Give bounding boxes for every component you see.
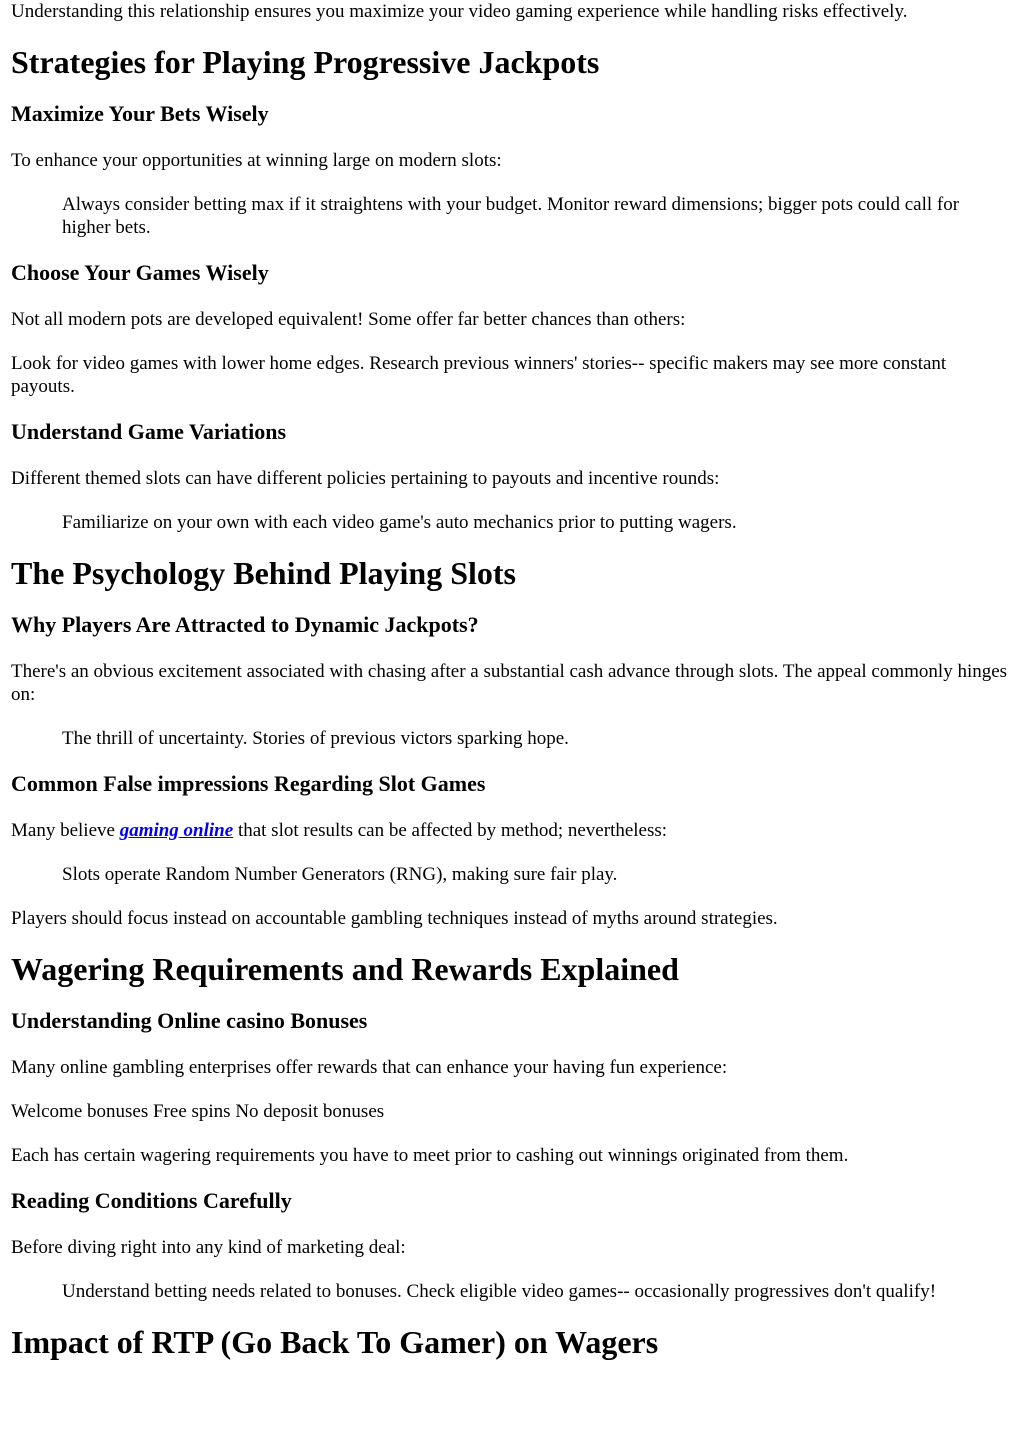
blockquote: Understand betting needs related to bonuses. Check eligible video games-- occasionally progressives don't qualify! bbox=[62, 1281, 937, 1302]
paragraph: There's an obvious excitement associated with chasing after a substantial cash advance through slots. The appeal commonly hinges on: bbox=[11, 661, 1008, 705]
subheading-dynamic-jackpots: Why Players Are Attracted to Dynamic Jackpots? bbox=[11, 612, 479, 637]
subheading-choose-games: Choose Your Games Wisely bbox=[11, 260, 269, 285]
subheading-false-impressions: Common False impressions Regarding Slot Games bbox=[11, 771, 486, 796]
intro-paragraph: Understanding this relationship ensures you maximize your video gaming experience while handling risks effectively. bbox=[11, 1, 908, 22]
section-heading-wagering: Wagering Requirements and Rewards Explained bbox=[11, 951, 679, 987]
paragraph: Look for video games with lower home edges. Research previous winners' stories-- specific makers may see more constant payouts. bbox=[11, 353, 947, 397]
subheading-casino-bonuses: Understanding Online casino Bonuses bbox=[11, 1008, 368, 1033]
paragraph: Many online gambling enterprises offer rewards that can enhance your having fun experience: bbox=[11, 1057, 728, 1078]
subheading-reading-conditions: Reading Conditions Carefully bbox=[11, 1188, 292, 1213]
paragraph-with-link bbox=[11, 819, 1012, 842]
text-span: Many believe bbox=[11, 820, 120, 841]
paragraph: Not all modern pots are developed equivalent! Some offer far better chances than others: bbox=[11, 309, 686, 330]
paragraph: To enhance your opportunities at winning large on modern slots: bbox=[11, 150, 502, 171]
section-heading-psychology: The Psychology Behind Playing Slots bbox=[11, 555, 516, 591]
paragraph: Each has certain wagering requirements you have to meet prior to cashing out winnings originated from them. bbox=[11, 1145, 849, 1166]
text-span: that slot results can be affected by method; nevertheless: bbox=[233, 820, 668, 841]
subheading-maximize-bets: Maximize Your Bets Wisely bbox=[11, 101, 269, 126]
paragraph: Different themed slots can have different policies pertaining to payouts and incentive rounds: bbox=[11, 468, 720, 489]
blockquote: Slots operate Random Number Generators (RNG), making sure fair play. bbox=[62, 864, 618, 885]
paragraph: Players should focus instead on accountable gambling techniques instead of myths around strategies. bbox=[11, 908, 778, 929]
blockquote: Familiarize on your own with each video game's auto mechanics prior to putting wagers. bbox=[62, 512, 737, 533]
blockquote: Always consider betting max if it straightens with your budget. Monitor reward dimensions; bigger pots could call for higher bets. bbox=[62, 194, 960, 238]
gaming-online-link[interactable]: gaming online bbox=[119, 820, 234, 841]
section-heading-strategies: Strategies for Playing Progressive Jackpots bbox=[11, 44, 600, 80]
section-heading-rtp: Impact of RTP (Go Back To Gamer) on Wagers bbox=[11, 1324, 659, 1360]
paragraph: Before diving right into any kind of marketing deal: bbox=[11, 1237, 406, 1258]
blockquote: The thrill of uncertainty. Stories of previous victors sparking hope. bbox=[62, 728, 569, 749]
subheading-game-variations: Understand Game Variations bbox=[11, 419, 287, 444]
bonus-list-text: Welcome bonuses Free spins No deposit bonuses bbox=[11, 1101, 385, 1122]
